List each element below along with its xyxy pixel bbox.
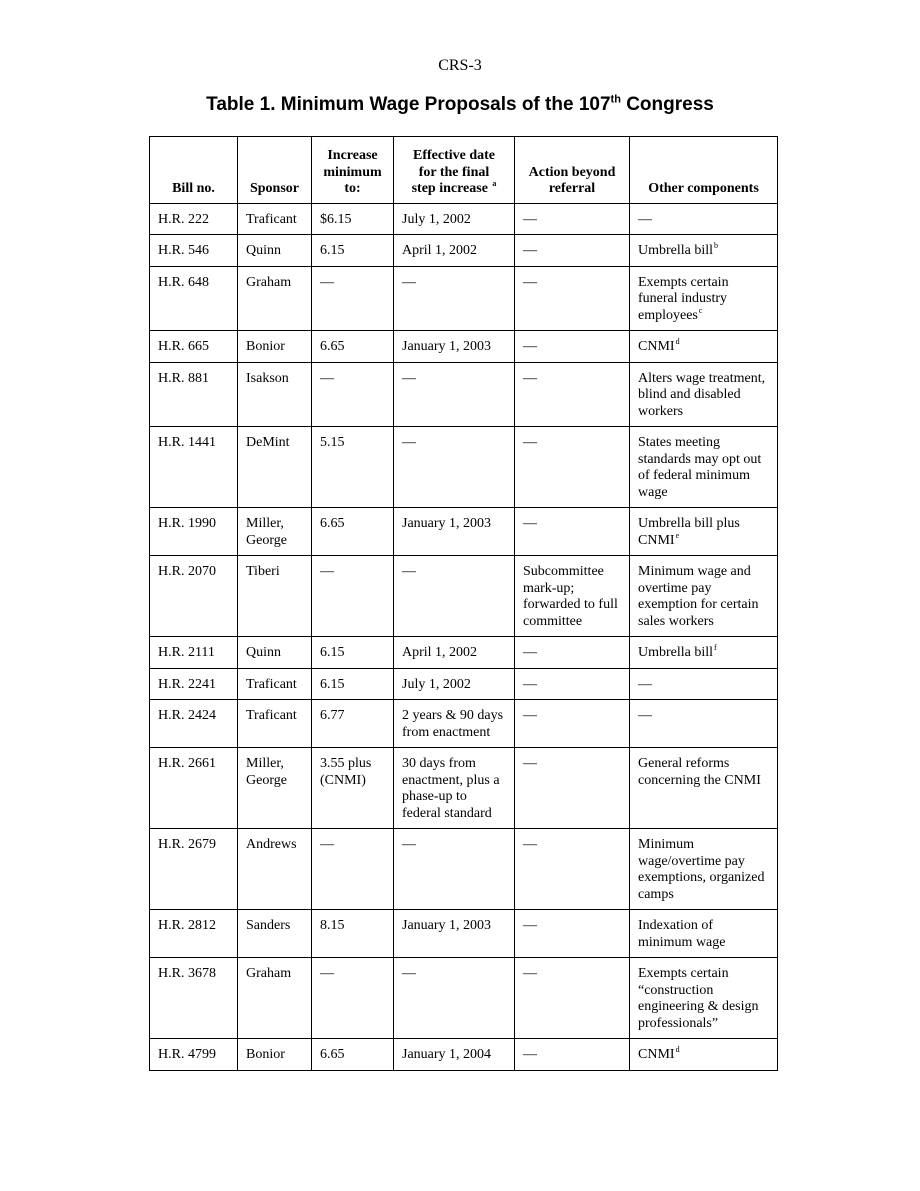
cell-other-components: States meeting standards may opt out of federal minimum wage <box>630 427 778 508</box>
cell-sponsor: Traficant <box>238 668 312 700</box>
cell-increase-minimum: 6.77 <box>312 700 394 748</box>
table-row <box>150 668 778 700</box>
cell-increase-minimum: $6.15 <box>312 203 394 235</box>
cell-increase-minimum: 3.55 plus (CNMI) <box>312 748 394 829</box>
cell-bill-no: H.R. 665 <box>150 331 238 363</box>
cell-sponsor: Bonior <box>238 331 312 363</box>
cell-bill-no: H.R. 4799 <box>150 1039 238 1071</box>
footnote-marker: e <box>675 530 680 540</box>
cell-bill-no: H.R. 2661 <box>150 748 238 829</box>
cell-action-beyond-referral: — <box>515 508 630 556</box>
cell-other-components: — <box>630 668 778 700</box>
cell-action-beyond-referral: — <box>515 235 630 267</box>
cell-sponsor: Isakson <box>238 362 312 427</box>
cell-other-components: Indexation of minimum wage <box>630 910 778 958</box>
cell-other-components: Alters wage treatment, blind and disabled workers <box>630 362 778 427</box>
cell-bill-no: H.R. 222 <box>150 203 238 235</box>
cell-sponsor: Miller, George <box>238 748 312 829</box>
footnote-marker: d <box>675 1045 680 1055</box>
footnote-marker: f <box>714 643 717 653</box>
cell-increase-minimum: 8.15 <box>312 910 394 958</box>
cell-other-components: — <box>630 700 778 748</box>
cell-effective-date: July 1, 2002 <box>394 203 515 235</box>
table-row <box>150 362 778 427</box>
table-row <box>150 556 778 637</box>
cell-action-beyond-referral: — <box>515 266 630 331</box>
cell-effective-date: January 1, 2003 <box>394 331 515 363</box>
table-title <box>0 94 920 116</box>
table-row <box>150 331 778 363</box>
table-row <box>150 203 778 235</box>
cell-other-components: Exempts certain funeral industry employees$^c$ <box>630 266 778 331</box>
cell-bill-no: H.R. 546 <box>150 235 238 267</box>
cell-other-components: — <box>630 203 778 235</box>
cell-increase-minimum: 6.15 <box>312 668 394 700</box>
cell-increase-minimum: 6.65 <box>312 508 394 556</box>
table-body <box>150 203 778 1070</box>
cell-sponsor: Tiberi <box>238 556 312 637</box>
cell-sponsor: Sanders <box>238 910 312 958</box>
cell-bill-no: H.R. 1990 <box>150 508 238 556</box>
cell-sponsor: DeMint <box>238 427 312 508</box>
cell-effective-date: — <box>394 362 515 427</box>
table-row <box>150 266 778 331</box>
page-header: CRS-3 <box>438 57 482 74</box>
cell-sponsor: Quinn <box>238 637 312 669</box>
cell-action-beyond-referral: Subcommittee mark-up; forwarded to full committee <box>515 556 630 637</box>
cell-increase-minimum: — <box>312 958 394 1039</box>
cell-other-components: CNMI$^d$ <box>630 331 778 363</box>
cell-bill-no: H.R. 648 <box>150 266 238 331</box>
cell-other-components: Minimum wage/overtime pay exemptions, organized camps <box>630 829 778 910</box>
cell-bill-no: H.R. 2111 <box>150 637 238 669</box>
footnote-marker: d <box>675 337 680 347</box>
cell-action-beyond-referral: — <box>515 1039 630 1071</box>
cell-other-components: Exempts certain “construction engineering & design professionals” <box>630 958 778 1039</box>
cell-increase-minimum: 6.65 <box>312 1039 394 1071</box>
cell-bill-no: H.R. 3678 <box>150 958 238 1039</box>
cell-effective-date: 30 days from enactment, plus a phase-up to federal standard <box>394 748 515 829</box>
cell-sponsor: Traficant <box>238 700 312 748</box>
cell-effective-date: July 1, 2002 <box>394 668 515 700</box>
cell-effective-date: — <box>394 829 515 910</box>
cell-bill-no: H.R. 881 <box>150 362 238 427</box>
cell-sponsor: Bonior <box>238 1039 312 1071</box>
cell-effective-date: January 1, 2003 <box>394 508 515 556</box>
cell-increase-minimum: — <box>312 829 394 910</box>
cell-action-beyond-referral: — <box>515 637 630 669</box>
cell-increase-minimum: 6.15 <box>312 235 394 267</box>
cell-action-beyond-referral: — <box>515 748 630 829</box>
cell-effective-date: — <box>394 266 515 331</box>
cell-bill-no: H.R. 2679 <box>150 829 238 910</box>
cell-action-beyond-referral: — <box>515 427 630 508</box>
table-title-suffix: Congress <box>620 94 714 115</box>
table-row <box>150 427 778 508</box>
footnote-marker: c <box>698 305 703 315</box>
cell-increase-minimum: — <box>312 266 394 331</box>
cell-bill-no: H.R. 2424 <box>150 700 238 748</box>
header-bill-no: Bill no. <box>150 137 238 204</box>
cell-action-beyond-referral: — <box>515 362 630 427</box>
header-other-components: Other components <box>630 137 778 204</box>
table-row <box>150 700 778 748</box>
header-action-beyond-referral: Action beyond referral <box>515 137 630 204</box>
cell-increase-minimum: — <box>312 556 394 637</box>
cell-action-beyond-referral: — <box>515 700 630 748</box>
cell-sponsor: Quinn <box>238 235 312 267</box>
cell-bill-no: H.R. 2070 <box>150 556 238 637</box>
cell-sponsor: Andrews <box>238 829 312 910</box>
cell-increase-minimum: 6.15 <box>312 637 394 669</box>
table-title-superscript: th <box>610 93 621 106</box>
table-title-text: Table 1. Minimum Wage Proposals of the 107 <box>206 94 611 115</box>
cell-action-beyond-referral: — <box>515 203 630 235</box>
table-row <box>150 637 778 669</box>
cell-action-beyond-referral: — <box>515 910 630 958</box>
cell-action-beyond-referral: — <box>515 958 630 1039</box>
cell-effective-date: April 1, 2002 <box>394 637 515 669</box>
cell-effective-date: — <box>394 427 515 508</box>
cell-other-components: Umbrella bill$^f$ <box>630 637 778 669</box>
cell-effective-date: January 1, 2003 <box>394 910 515 958</box>
cell-effective-date: — <box>394 556 515 637</box>
cell-other-components: CNMI$^d$ <box>630 1039 778 1071</box>
table-row <box>150 829 778 910</box>
cell-bill-no: H.R. 2241 <box>150 668 238 700</box>
cell-other-components: Minimum wage and overtime pay exemption for certain sales workers <box>630 556 778 637</box>
cell-bill-no: H.R. 1441 <box>150 427 238 508</box>
cell-effective-date: 2 years & 90 days from enactment <box>394 700 515 748</box>
cell-action-beyond-referral: — <box>515 829 630 910</box>
cell-action-beyond-referral: — <box>515 331 630 363</box>
cell-sponsor: Graham <box>238 958 312 1039</box>
table-row <box>150 958 778 1039</box>
cell-bill-no: H.R. 2812 <box>150 910 238 958</box>
cell-other-components: Umbrella bill$^b$ <box>630 235 778 267</box>
cell-increase-minimum: — <box>312 362 394 427</box>
header-sponsor: Sponsor <box>238 137 312 204</box>
cell-sponsor: Traficant <box>238 203 312 235</box>
table-row <box>150 1039 778 1071</box>
table-row <box>150 508 778 556</box>
table-row <box>150 910 778 958</box>
footnote-marker-a: a <box>492 179 497 189</box>
cell-other-components: General reforms concerning the CNMI <box>630 748 778 829</box>
cell-effective-date: — <box>394 958 515 1039</box>
cell-increase-minimum: 6.65 <box>312 331 394 363</box>
cell-effective-date: April 1, 2002 <box>394 235 515 267</box>
cell-action-beyond-referral: — <box>515 668 630 700</box>
cell-increase-minimum: 5.15 <box>312 427 394 508</box>
table-header-row <box>150 137 778 204</box>
header-increase-minimum: Increase minimum to: <box>312 137 394 204</box>
cell-sponsor: Graham <box>238 266 312 331</box>
cell-other-components: Umbrella bill plus CNMI$^e$ <box>630 508 778 556</box>
minimum-wage-table <box>149 136 778 1071</box>
cell-effective-date: January 1, 2004 <box>394 1039 515 1071</box>
header-effective-date: Effective date for the final step increase $^a$ <box>394 137 515 204</box>
footnote-marker: b <box>714 241 719 251</box>
cell-sponsor: Miller, George <box>238 508 312 556</box>
table-row <box>150 235 778 267</box>
table-row <box>150 748 778 829</box>
